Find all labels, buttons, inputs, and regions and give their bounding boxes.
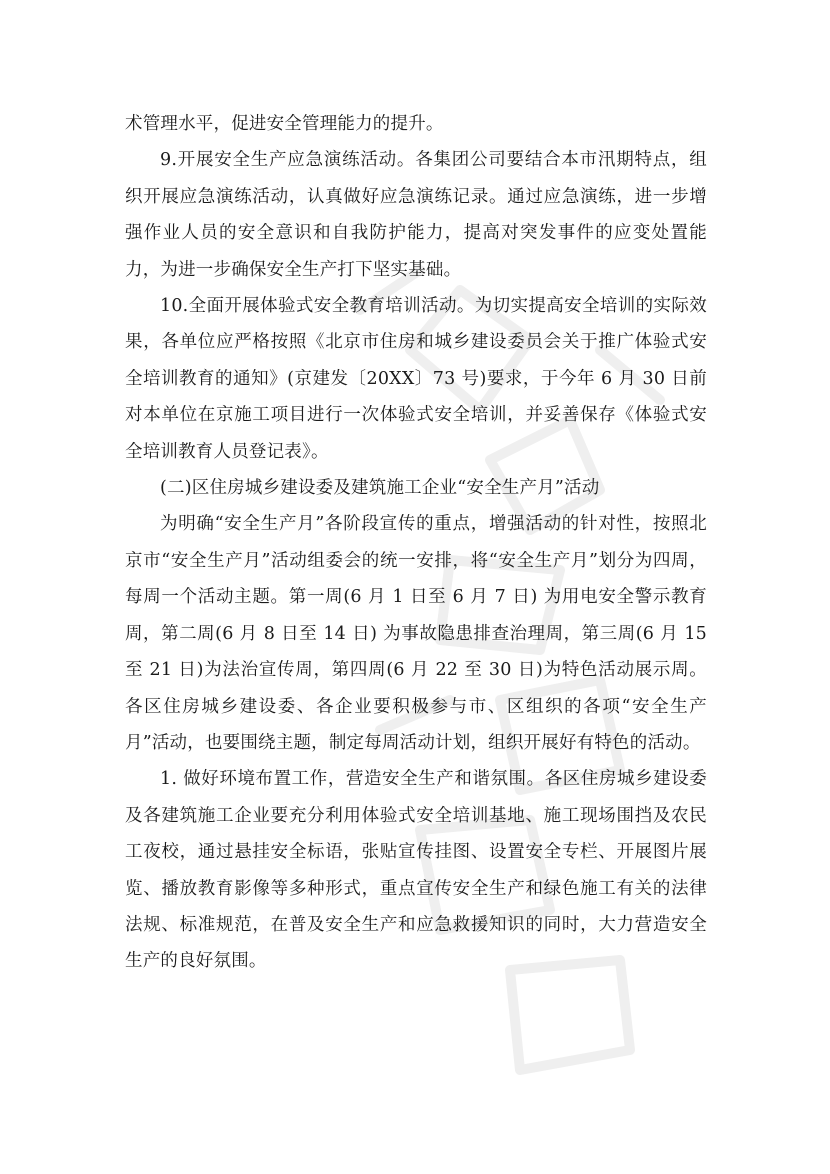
paragraph-safety-month: 为明确“安全生产月”各阶段宣传的重点，增强活动的针对性，按照北京市“安全生产月”活动组委会的统一安排，将“安全生产月”划分为四周，每周一个活动主题。第一周(6 月 1 日至 6 月 7 日) 为用电安全警示教育周，第二周(6 月 8 日至 14 日) 为事故隐患排查治理周，第三周(6 月 15 至 21 日)为法治宣传周，第四周(6 月 22 至 30 日)为特色活动展示周。各区住房城乡建设委、各企业要积极参与市、区组织的各项“安全生产月”活动，也要围绕主题，制定每周活动计划，组织开展好有特色的活动。 [125, 514, 707, 753]
paragraph-item-1: 1. 做好环境布置工作，营造安全生产和谐氛围。各区住房城乡建设委及各建筑施工企业要充分利用体验式安全培训基地、施工现场围挡及农民工夜校，通过悬挂安全标语，张贴宣传挂图、设置安全专栏、开展图片展览、播放教育影像等多种形式，重点宣传安全生产和绿色施工有关的法律法规、标准规范，在普及安全生产和应急救援知识的同时，大力营造安全生产的良好氛围。 [125, 769, 707, 972]
paragraph-continuation: 术管理水平，促进安全管理能力的提升。 [125, 114, 444, 134]
document-body [125, 106, 707, 980]
paragraph-item-9: 9.开展安全生产应急演练活动。各集团公司要结合本市汛期特点，组织开展应急演练活动，认真做好应急演练记录。通过应急演练，进一步增强作业人员的安全意识和自我防护能力，提高对突发事件的应变处置能力，为进一步确保安全生产打下坚实基础。 [125, 150, 707, 280]
paragraph-item-10: 10.全面开展体验式安全教育培训活动。为切实提高安全培训的实际效果，各单位应严格按照《北京市住房和城乡建设委员会关于推广体验式安全培训教育的通知》(京建发〔20XX〕73 号)要求，于今年 6 月 30 日前对本单位在京施工项目进行一次体验式安全培训，并妥善保存《体验式安全培训教育人员登记表》。 [125, 296, 707, 462]
section-heading-2: (二)区住房城乡建设委及建筑施工企业“安全生产月”活动 [160, 478, 600, 499]
